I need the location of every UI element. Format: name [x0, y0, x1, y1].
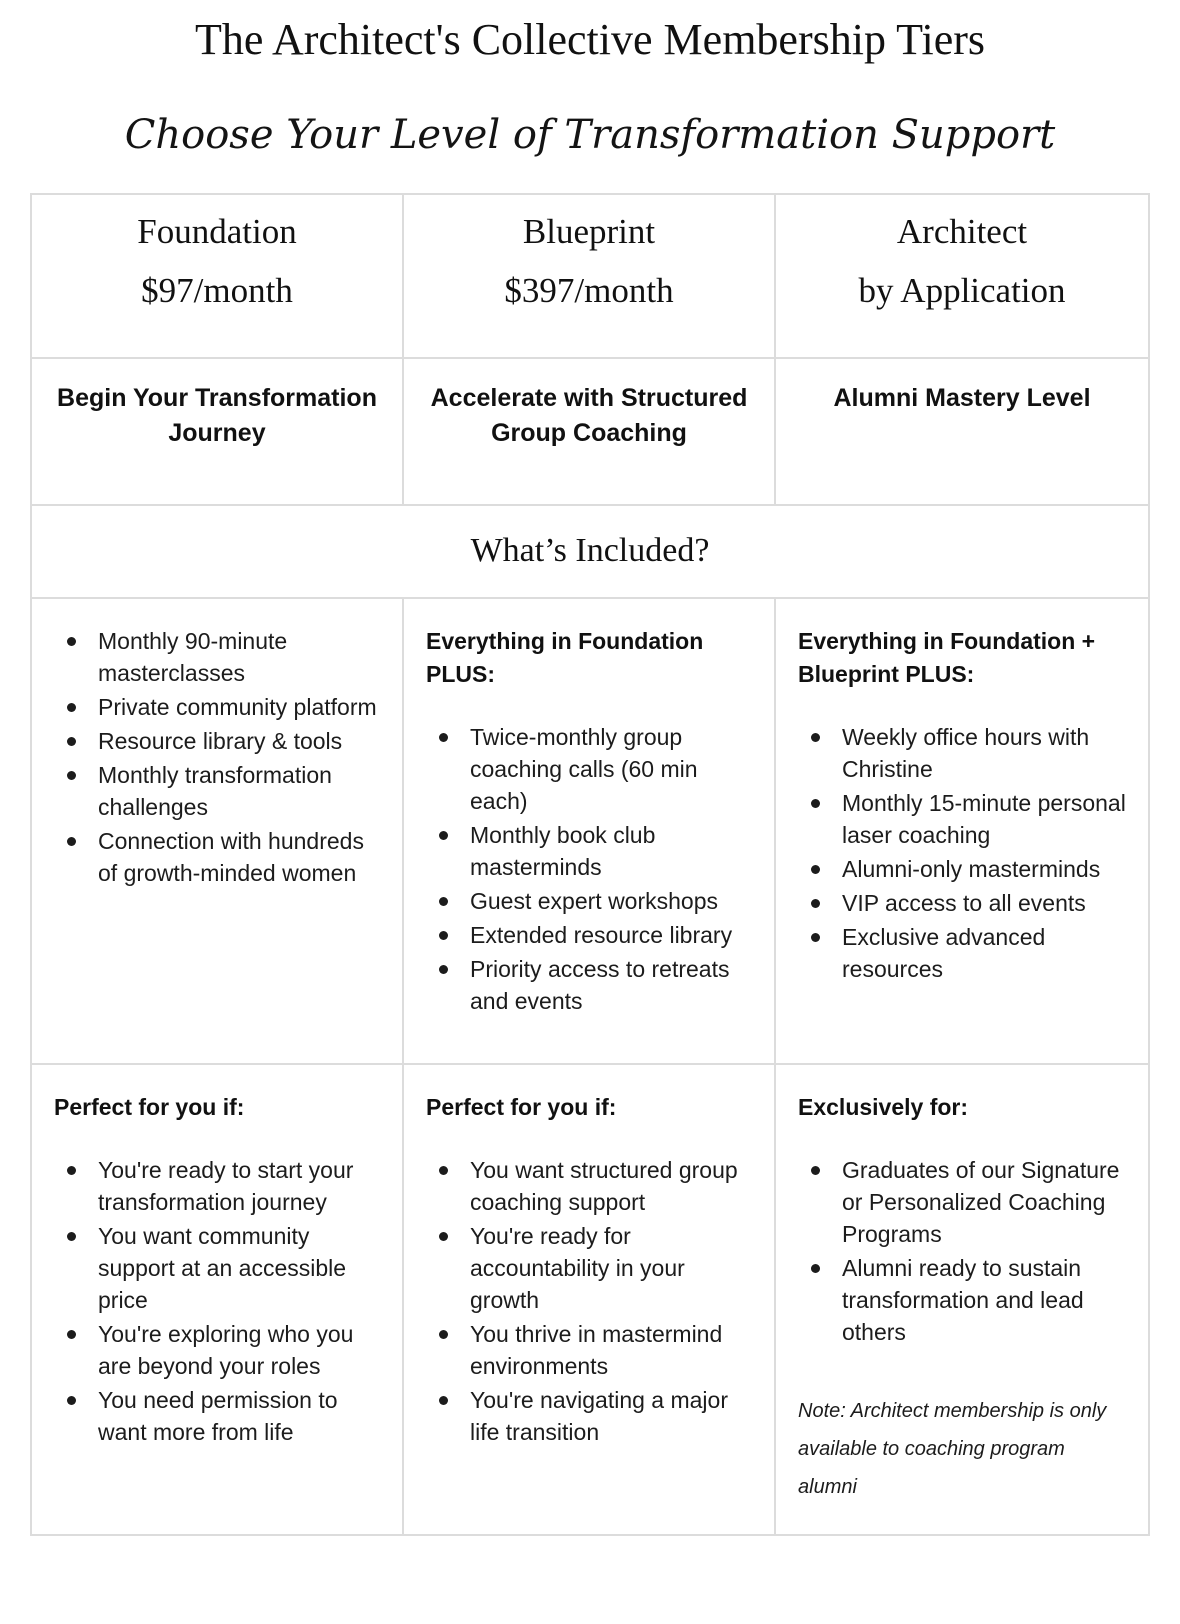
list-item: Private community platform: [54, 691, 382, 723]
fit-section-blueprint: [404, 1065, 776, 1534]
list-item: Exclusive advanced resources: [798, 921, 1128, 985]
bullet-list: [426, 1154, 754, 1448]
list-item: Guest expert workshops: [426, 885, 754, 917]
fit-heading: Exclusively for:: [798, 1093, 969, 1120]
page-subtitle: Choose Your Level of Transformation Support: [124, 111, 1056, 158]
tier-price: $397/month: [504, 271, 674, 311]
list-item: Graduates of our Signature or Personalized Coaching Programs: [798, 1154, 1128, 1250]
tier-name: Foundation: [137, 211, 297, 251]
membership-tiers-table: [30, 193, 1150, 1536]
tier-price: $97/month: [141, 271, 293, 311]
tier-name: Architect: [896, 211, 1028, 251]
list-item: You're ready to start your transformation journey: [54, 1154, 382, 1218]
list-item: You want structured group coaching support: [426, 1154, 754, 1218]
tier-tagline-architect: Alumni Mastery Level: [776, 359, 1148, 506]
tier-tagline-blueprint: Accelerate with Structured Group Coaching: [404, 359, 776, 506]
included-list-foundation: [32, 599, 404, 1065]
list-item: Weekly office hours with Christine: [798, 721, 1128, 785]
tier-header-blueprint: [404, 195, 776, 359]
whats-included-banner: What’s Included?: [32, 506, 1148, 599]
page-title: The Architect's Collective Membership Tiers: [194, 15, 986, 64]
list-item: You're ready for accountability in your growth: [426, 1220, 754, 1316]
list-item: You thrive in mastermind environments: [426, 1318, 754, 1382]
included-list-blueprint: [404, 599, 776, 1065]
list-item: You need permission to want more from life: [54, 1384, 382, 1448]
list-item: Monthly book club masterminds: [426, 819, 754, 883]
tier-tagline-foundation: Begin Your Transformation Journey: [32, 359, 404, 506]
list-item: Monthly 90-minute masterclasses: [54, 625, 382, 689]
included-heading: Everything in Foundation + Blueprint PLUS:: [798, 627, 1096, 687]
included-list-architect: [776, 599, 1148, 1065]
bullet-list: [54, 1154, 382, 1448]
list-item: Alumni ready to sustain transformation and lead others: [798, 1252, 1128, 1348]
included-heading: Everything in Foundation PLUS:: [426, 627, 704, 687]
tier-header-foundation: [32, 195, 404, 359]
fit-section-architect: [776, 1065, 1148, 1534]
list-item: Extended resource library: [426, 919, 754, 951]
list-item: You're navigating a major life transition: [426, 1384, 754, 1448]
bullet-list: [798, 721, 1128, 985]
fit-heading: Perfect for you if:: [426, 1093, 617, 1120]
bullet-list: [426, 721, 754, 1017]
list-item: Monthly transformation challenges: [54, 759, 382, 823]
fit-section-foundation: [32, 1065, 404, 1534]
list-item: You're exploring who you are beyond your roles: [54, 1318, 382, 1382]
list-item: You want community support at an accessible price: [54, 1220, 382, 1316]
list-item: Twice-monthly group coaching calls (60 min each): [426, 721, 754, 817]
list-item: Monthly 15-minute personal laser coaching: [798, 787, 1128, 851]
list-item: Connection with hundreds of growth-minded women: [54, 825, 382, 889]
list-item: Alumni-only masterminds: [798, 853, 1128, 885]
list-item: VIP access to all events: [798, 887, 1128, 919]
fit-heading: Perfect for you if:: [54, 1093, 245, 1120]
architect-eligibility-note: Note: Architect membership is only available to coaching program alumni: [798, 1399, 1107, 1498]
tier-name: Blueprint: [522, 211, 656, 251]
list-item: Resource library & tools: [54, 725, 382, 757]
tier-header-architect: [776, 195, 1148, 359]
tier-price: by Application: [858, 271, 1066, 311]
list-item: Priority access to retreats and events: [426, 953, 754, 1017]
bullet-list: [798, 1154, 1128, 1348]
bullet-list: [54, 625, 382, 889]
